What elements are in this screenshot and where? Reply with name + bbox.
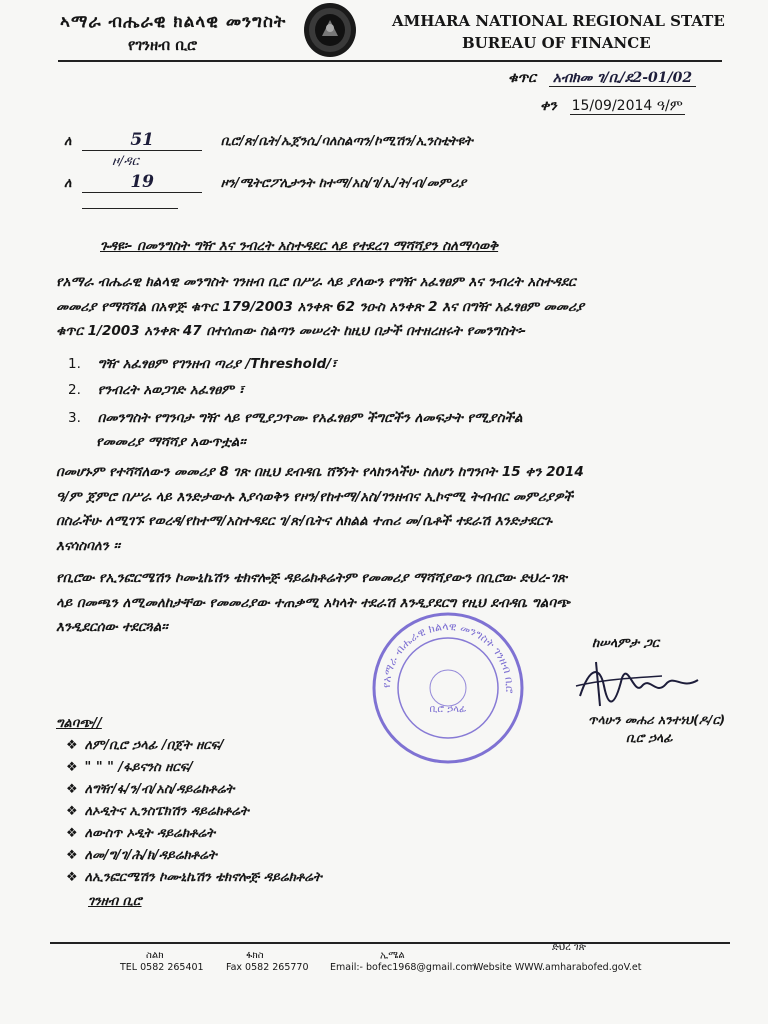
paragraph-3-line-2: ላይ በመጫን ለሚመለከታቸው የመመሪያው ተጠቃሚ አካላት ተደራሽ እንዲያደርግ የዚህ ደብዳቤ ግልባጭ: [56, 594, 570, 611]
footer-divider: [50, 942, 730, 944]
cc-title: ግልባጭ//: [56, 716, 102, 731]
recipient-note-2: ዞ/ዳር: [112, 154, 139, 169]
reference-number-row: [508, 70, 696, 87]
regional-emblem-logo: [302, 2, 358, 58]
cc-item-2-text: " " " /ፋይናንስ ዘርፍ/: [84, 760, 193, 775]
list-item-1-text: ግዥ አፈፃፀም የገንዘብ ጣሪያ /Threshold/፣: [97, 356, 337, 372]
diamond-bullet-icon: ❖: [66, 848, 78, 863]
cc-item-3: [66, 782, 234, 797]
cc-item-4-text: ለኦዲትና ኢንስፔክሽን ዳይሬክቶሬት: [84, 804, 249, 819]
cc-item-7: [66, 870, 322, 885]
paragraph-2-line-4: እናሳስባለን ፡፡: [56, 537, 120, 554]
cc-item-5-text: ለውስጥ ኦዲት ዳይሬክቶሬት: [84, 826, 216, 841]
cc-item-1: [66, 738, 224, 753]
cc-item-2: [66, 760, 193, 775]
paragraph-1-line-1: የአማራ ብሔራዊ ክልላዊ መንግስት ገንዘብ ቢሮ በሥራ ላይ ያለውን የግዥ አፈፃፀም እና ንብረት አስተዳደር: [56, 274, 576, 290]
paragraph-2-line-1: በመሆኑም የተሻሻለውን መመሪያ 8 ገጽ በዚህ ደብዳቤ ሸኝነት የላክንላችሁ ስለሆነ ከግንቦት 15 ቀን 2014: [56, 464, 584, 480]
list-item-3-number: 3.: [68, 410, 81, 426]
stamp-inner-text: ቢሮ ኃላፊ: [429, 704, 467, 715]
handwritten-signature: [570, 656, 710, 712]
header-divider: [58, 60, 722, 62]
diamond-bullet-icon: ❖: [66, 738, 78, 753]
paragraph-1-line-2: መመሪያ የማሻሻል በአዋጅ ቁጥር 179/2003 አንቀጽ 62 ንዑስ አንቀጽ 2 እና በግዥ አፈፃፀም መመሪያ: [56, 298, 585, 315]
recipient-count-1: 51: [82, 130, 202, 151]
recipient-to-label-1: ለ: [64, 134, 72, 149]
paragraph-1: [56, 270, 716, 344]
recipient-to-label-2: ለ: [64, 176, 72, 191]
recipient-separator: [82, 208, 178, 209]
reference-date-label: ቀን: [540, 98, 557, 114]
recipient-row-2: [64, 172, 466, 193]
footer-tel-value: TEL 0582 265401: [120, 962, 204, 973]
footer-fax-value: Fax 0582 265770: [226, 962, 309, 973]
reference-date-value: 15/09/2014 ዓ/ም: [571, 98, 683, 114]
reference-number-label: ቁጥር: [508, 70, 536, 86]
letter-subject: ጉዳዩ፡- በመንግስት ግዥ እና ንብረት አስተዳደር ላይ የተደረገ ማሻሻያን ስለማሳወቅ: [100, 238, 499, 254]
paragraph-2: [56, 460, 716, 558]
cc-item-6: [66, 848, 217, 863]
header-amharic-line1: ኣማራ ብሔራዊ ክልላዊ መንግስት: [60, 12, 287, 32]
diamond-bullet-icon: ❖: [66, 870, 78, 885]
cc-item-4: [66, 804, 249, 819]
diamond-bullet-icon: ❖: [66, 804, 78, 819]
list-item-3-continuation: የመመሪያ ማሻሻያ አውጥቷል፡፡: [96, 434, 246, 450]
footer-fax-label: ፋክስ: [246, 950, 264, 961]
recipient-count-2: 19: [82, 172, 202, 193]
recipient-row-1: [64, 130, 473, 151]
signatory-title: ቢሮ ኃላፊ: [626, 730, 673, 745]
header-english-line2: BUREAU OF FINANCE: [462, 34, 651, 52]
reference-number-value: አብክመ ገ/ቢ/ደ2-01/02: [549, 70, 696, 87]
paragraph-3-line-1: የቢሮው የኢንፎርሜሽን ኮሙኒኬሽን ቴክኖሎጅ ዳይሬክቶሬትም የመመሪያ ማሻሻያውን በቢሮው ድህረ-ገጽ: [56, 570, 567, 586]
header-amharic-line2: የገንዘብ ቢሮ: [128, 36, 198, 54]
paragraph-2-line-3: በስራችሁ ለሚገኙ የወረዳ/የከተማ/አስተዳደር ገ/ጽ/ቤትና ለክልል ተጠሪ መ/ቤቶች ተደራሽ እንድታደርጉ: [56, 513, 553, 529]
list-item-1-number: 1.: [68, 356, 81, 372]
footer-web-label: ድህረ ገጽ: [552, 942, 586, 953]
closing-regards: ከሠላምታ ጋር: [592, 636, 659, 651]
list-item-2-number: 2.: [68, 382, 81, 398]
list-item-1: [68, 356, 337, 372]
diamond-bullet-icon: ❖: [66, 782, 78, 797]
cc-item-6-text: ለመ/ግ/ገ/ሕ/ክ/ዳይሬክቶሬት: [84, 848, 217, 863]
footer-email-value: Email:- bofec1968@gmail.com: [330, 962, 476, 973]
recipient-line-2: ዞን/ሜትሮፖሊታንት ከተማ/አስ/ገ/ኢ/ት/ብ/መምሪያ: [220, 176, 467, 191]
stamp-outer-text: የአማራ ብሔራዊ ክልላዊ መንግስት ገንዘብ ቢሮ: [379, 619, 517, 694]
list-item-2: [68, 382, 244, 398]
footer-web-value: Website WWW.amharabofed.goV.et: [474, 962, 642, 973]
signatory-name: ጥላሁን መሐሪ አንተነህ(ዶ/ር): [588, 712, 726, 727]
footer-email-label: ኢሜል: [380, 950, 405, 961]
cc-item-5: [66, 826, 215, 841]
cc-footer-label: ገንዘብ ቢሮ: [88, 894, 142, 909]
diamond-bullet-icon: ❖: [66, 826, 78, 841]
cc-item-3-text: ለግዥ/ፋ/ን/ብ/አስ/ዳይሬክቶሬት: [84, 782, 235, 797]
official-stamp: [368, 608, 528, 768]
header-english-line1: AMHARA NATIONAL REGIONAL STATE: [392, 12, 725, 30]
paragraph-1-line-3: ቁጥር 1/2003 አንቀጽ 47 በተሰጠው ስልጣን መሠረት ከዚህ በታች በተዘረዘሩት የመንግስት፡-: [56, 323, 527, 339]
list-item-3-text: በመንግስት የግንባታ ግዥ ላይ የሚያጋጥሙ የአፈፃፀም ችግሮችን ለመፍታት የሚያስችል: [97, 410, 523, 426]
diamond-bullet-icon: ❖: [66, 760, 78, 775]
list-item-3: [68, 410, 523, 426]
list-item-2-text: የንብረት አወጋገድ አፈፃፀም ፣: [97, 382, 245, 398]
reference-date-row: [540, 98, 685, 115]
cc-item-7-text: ለኢንፎርሜሽን ኮሙኒኬሽን ቴክኖሎጅ ዳይሬክቶሬት: [84, 870, 322, 885]
footer-tel-label: ስልክ: [146, 950, 164, 961]
paragraph-2-line-2: ዓ/ም ጀምሮ በሥራ ላይ እንድታውሉ እያሳወቅን የዞን/የከተማ/አስ/ገንዘብና ኢኮኖሚ ትብብር መምሪያዎች: [56, 488, 573, 505]
cc-item-1-text: ለም/ቢሮ ኃላፊ /በጀት ዘርፍ/: [84, 738, 224, 753]
paragraph-3-line-3: እንዲደርሰው ተደርጓል፡፡: [56, 619, 168, 635]
recipient-line-1: ቢሮ/ጽ/ቤት/ኤጀንሲ/ባለስልጣን/ኮሚሽን/ኢንስቲትዩት: [220, 134, 473, 149]
